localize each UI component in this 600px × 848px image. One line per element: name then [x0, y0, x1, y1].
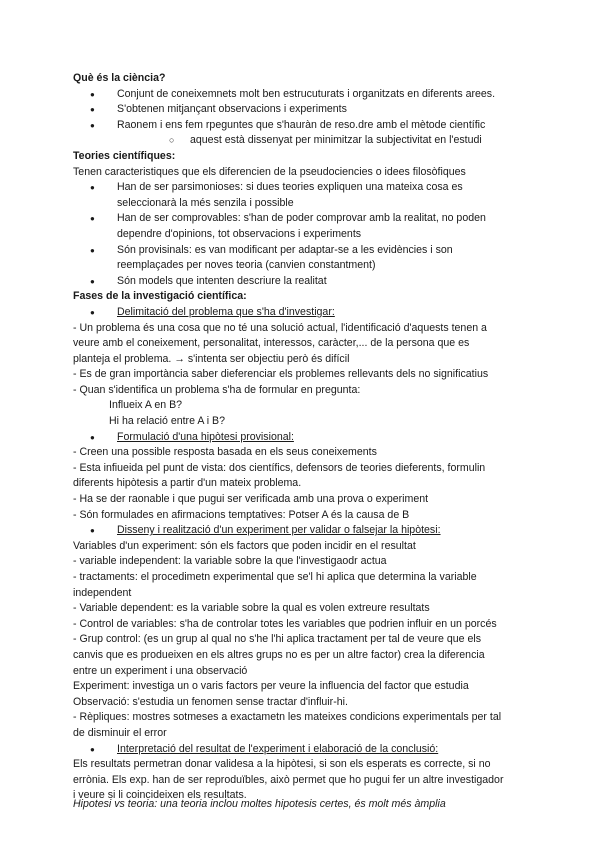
bullet-ciencia-1: ● Conjunt de coneixemnets molt ben estrucuturats i organitzats en diferents arees. — [73, 87, 529, 103]
bullet-teories-4: ● Són models que intenten descriure la realitat — [73, 274, 529, 290]
teories-intro: Tenen caracteristiques que els diferencien de la pseudociencies o idees filosòfiques — [73, 165, 466, 178]
fase-1-p1-l2: veure amb el coneixement, personalitat, interessos, caràcter,... de la persona que es — [73, 337, 470, 350]
bullet-ciencia-3: ● Raonem i ens fem rpeguntes que s'hauràn de reso.dre amb el mètode científic — [73, 118, 529, 134]
fase-3-l6-a: - Grup control: (es un grup al qual no s'he l'hi aplica tractament per tal de veure que els — [73, 633, 482, 646]
fase-1-l3: - Quan s'identifica un problema s'ha de formular en pregunta: — [73, 383, 361, 396]
fase-2-l1: - Creen una possible resposta basada en els seus coneixements — [73, 446, 377, 459]
fase-1-heading: ● Delimitació del problema que s'ha d'investigar: — [73, 305, 529, 321]
fase-1-l2: - Es de gran importància saber dieferenciar els problemes rellevants dels no significatius — [73, 368, 489, 381]
fase-2-l4: - Són formulades en afirmacions temptatives: Potser A és la causa de B — [73, 508, 410, 521]
bullet-teories-2-line-1: ● Han de ser comprovables: s'han de poder comprovar amb la realitat, no poden — [117, 212, 486, 225]
bullet-teories-3-line-1: ● Són provisinals: es van modificant per adaptar-se a les evidències i son — [117, 243, 453, 256]
fase-3-l9-b: de disminuir el error — [73, 726, 167, 739]
fase-4-p-l2: errònia. Els exp. han de ser reproduïbles, això permet que ho pugui fer un altre investigador — [73, 773, 504, 786]
bullet-teories-1-line-1: ● Han de ser parsimonioses: si dues teories expliquen una mateixa cosa es — [117, 181, 463, 194]
fase-2-heading: ● Formulació d'una hipòtesi provisional: — [73, 430, 529, 446]
bullet-teories-2 — [73, 211, 529, 242]
heading-fases: Fases de la investigació científica: — [73, 290, 247, 303]
bullet-teories-1-line-2: seleccionarà la més senzila i possible — [117, 196, 294, 209]
bullet-ciencia-2: ● S'obtenen mitjançant observacions i experiments — [73, 102, 529, 118]
footer-note: Hipotesi vs teoria: una teoria inclou moltes hipotesis certes, és molt més àmplia — [73, 798, 446, 810]
heading-ciencia: Què és la ciència? — [73, 72, 166, 84]
heading-teories: Teories científiques: — [73, 149, 176, 162]
fase-1-p1-l1: - Un problema és una cosa que no té una solució actual, l'identificació d'aquests tenen a — [73, 321, 487, 334]
bullet-teories-3 — [73, 243, 529, 274]
fase-2-l3: - Ha se der raonable i que pugui ser verificada amb una prova o experiment — [73, 493, 429, 506]
fase-3-l5: - Control de variables: s'ha de controlar totes les variables que podrien influir en un porcés — [73, 617, 497, 630]
fase-1-q1: Influeix A en B? — [109, 399, 183, 412]
fase-3-l7: Experiment: investiga un o varis factors per veure la influencia del factor que estudia — [73, 680, 469, 693]
fase-4-p-l3: i veure si li coincideixen els resultats. — [73, 789, 247, 802]
fase-3-l8: Observació: s'estudia un fenomen sense tractar d'influir-hi. — [73, 695, 348, 708]
bullet-teories-2-line-2: dependre d'opinions, tot observacions i experiments — [117, 227, 362, 240]
fase-3-l6-c: entre un experiment i una observació — [73, 664, 248, 677]
fase-3-l6-b: canvis que es produeixen en els altres grups no es per un altre factor) crea la diferencia — [73, 648, 485, 661]
fase-4-heading: ● Interpretació del resultat de l'experiment i elaboració de la conclusió: — [73, 742, 529, 758]
bullet-teories-1 — [73, 180, 529, 211]
fase-3-l1: Variables d'un experiment: són els factors que poden incidir en el resultat — [73, 539, 416, 552]
fase-2-l2-a: - Esta infiueida pel punt de vista: dos científics, defensors de teories dieferents, formulin — [73, 461, 486, 474]
fase-3-l3-b: independent — [73, 586, 132, 599]
fase-4-p-l1: Els resultats permetran donar validesa a la hipòtesi, si son els esperats es correcte, si no — [73, 758, 491, 771]
fase-1-q2: Hi ha relació entre A i B? — [109, 415, 226, 428]
subbullet-ciencia: ○ aquest està dissenyat per minimitzar la subjectivitat en l'estudi — [73, 133, 529, 149]
bullet-teories-3-line-2: reemplaçades per noves teoria (canvien constantment) — [117, 259, 376, 272]
fase-3-l9-a: - Rèpliques: mostres sotmeses a exactametn les mateixes condicions experimentals per tal — [73, 711, 502, 724]
fase-3-l4: - Variable dependent: es la variable sobre la qual es volen extreure resultats — [73, 602, 430, 615]
document-page — [73, 71, 529, 804]
fase-3-l3-a: - tractaments: el procedimetn experimental que se'l hi aplica que determina la variable — [73, 571, 477, 583]
fase-3-l2: - variable independent: la variable sobre la que l'investigaodr actua — [73, 555, 387, 568]
fase-3-heading: ● Disseny i realització d'un experiment per validar o falsejar la hipòtesi: — [73, 523, 529, 539]
fase-1-p1-l3: planteja el problema. → s'intenta ser objectiu però és difícil — [73, 352, 350, 365]
fase-2-l2-b: diferents hipòtesis a partir d'un mateix problema. — [73, 477, 302, 490]
